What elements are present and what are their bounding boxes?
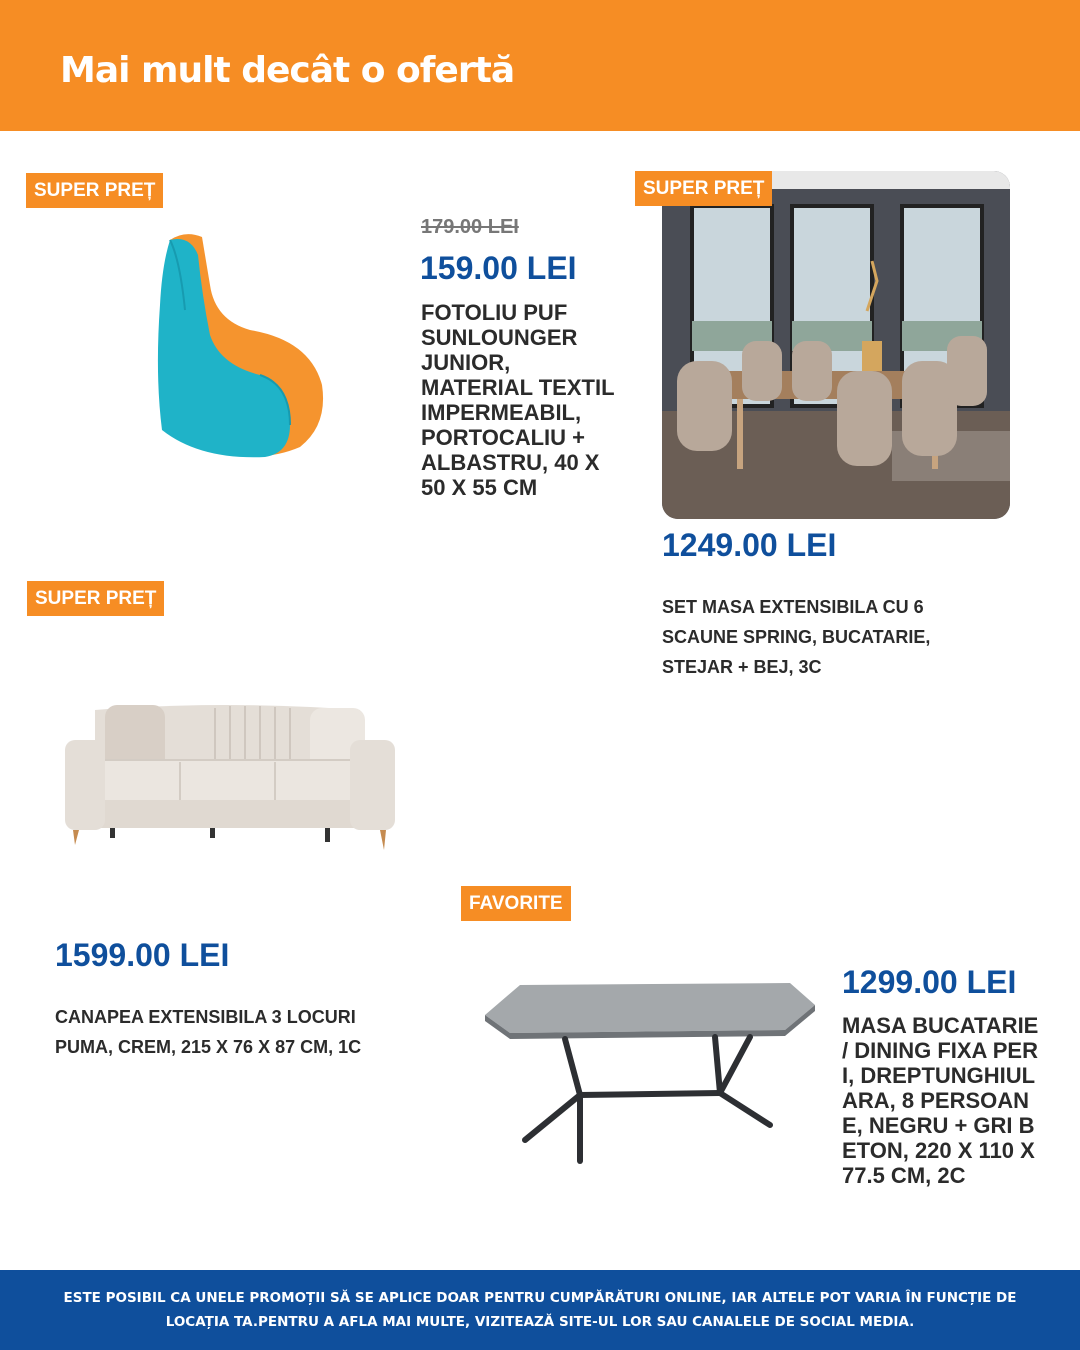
- product-price: 159.00 LEI: [420, 250, 577, 286]
- favorite-badge: FAVORITE: [461, 886, 571, 921]
- product-price: 1249.00 LEI: [662, 527, 837, 563]
- product-title[interactable]: FOTOLIU PUF SUNLOUNGER JUNIOR, MATERIAL TEXTIL IMPERMEABIL, PORTOCALIU + ALBASTRU, 40 X 50 X 55 CM: [421, 300, 615, 500]
- super-price-badge: SUPER PREȚ: [635, 171, 772, 206]
- disclaimer-footer: [0, 1270, 1080, 1350]
- old-price: 179.00 LEI: [421, 216, 519, 238]
- product-image-bean-bag[interactable]: [140, 225, 340, 465]
- product-image-sofa[interactable]: [55, 700, 405, 865]
- product-price: 1599.00 LEI: [55, 937, 230, 973]
- disclaimer-line-1: ESTE POSIBIL CA UNELE PROMOȚII SĂ SE APLICE DOAR PENTRU CUMPĂRĂTURI ONLINE, IAR ALTELE POT VARIA ÎN FUNCȚIE DE: [63, 1290, 1017, 1306]
- product-title[interactable]: SET MASA EXTENSIBILA CU 6 SCAUNE SPRING, BUCATARIE, STEJAR + BEJ, 3C: [662, 597, 931, 677]
- super-price-badge: SUPER PREȚ: [27, 581, 164, 616]
- page-title: Mai mult decât o ofertă: [60, 50, 515, 91]
- product-title[interactable]: MASA BUCATARIE / DINING FIXA PERI, DREPTUNGHIULARA, 8 PERSOANE, NEGRU + GRI BETON, 220 X 110 X 77.5 CM, 2C: [842, 1013, 1039, 1188]
- product-title[interactable]: CANAPEA EXTENSIBILA 3 LOCURI PUMA, CREM, 215 X 76 X 87 CM, 1C: [55, 1007, 362, 1057]
- super-price-badge: SUPER PREȚ: [26, 173, 163, 208]
- product-image-dining-set[interactable]: [662, 171, 1010, 519]
- product-price: 1299.00 LEI: [842, 964, 1017, 1000]
- header-banner: [0, 0, 1080, 131]
- disclaimer-line-2: LOCAȚIA TA.PENTRU A AFLA MAI MULTE, VIZITEAZĂ SITE-UL LOR SAU CANALELE DE SOCIAL MEDIA.: [165, 1314, 915, 1330]
- product-image-table[interactable]: [480, 975, 820, 1170]
